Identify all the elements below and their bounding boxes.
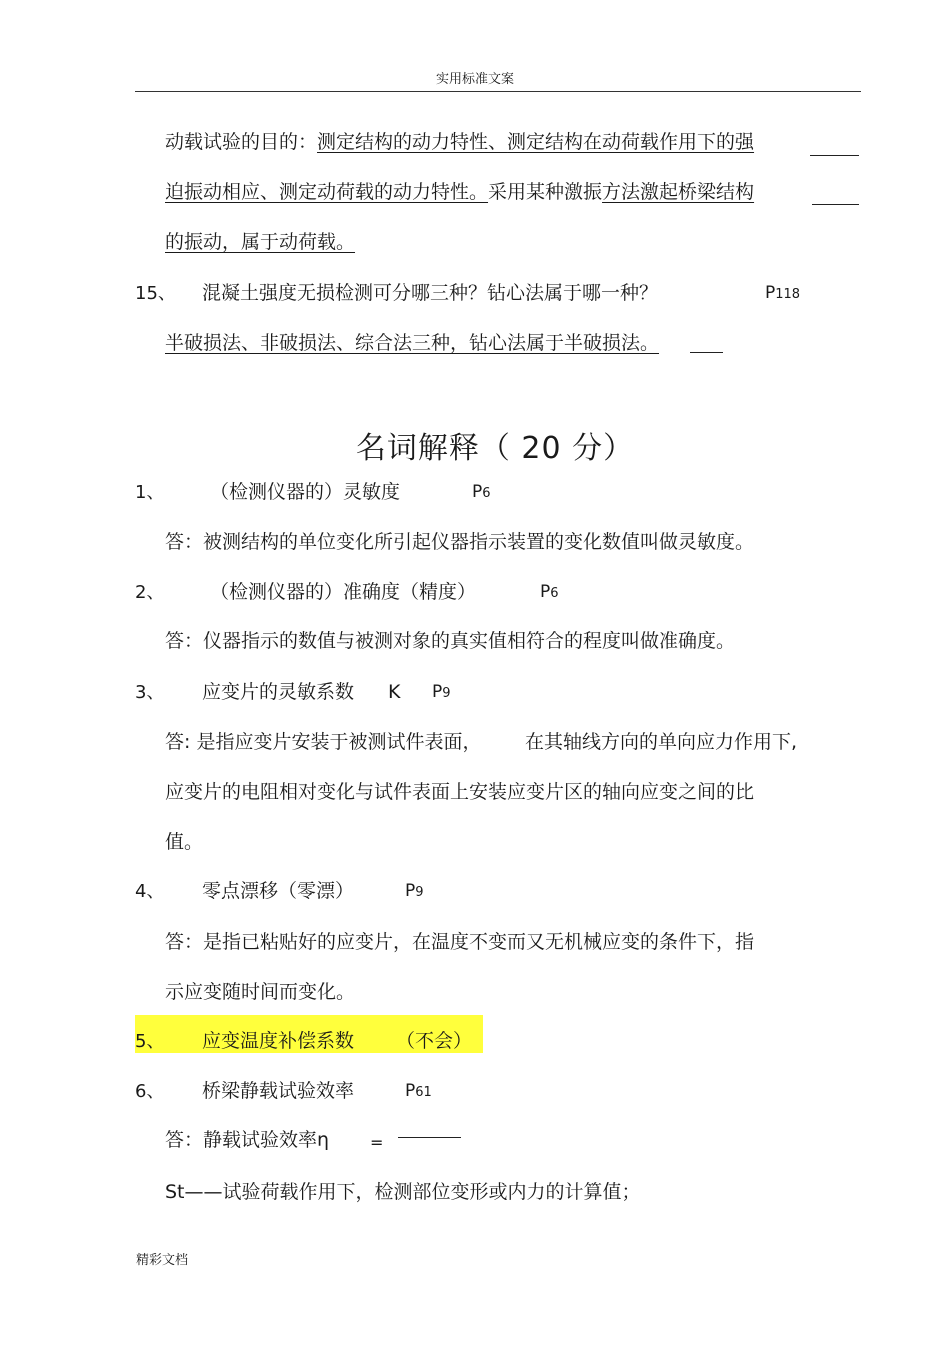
intro-line-1: [165, 130, 754, 154]
blank-line: [690, 352, 723, 353]
answer-text: 答: 是指应变片安装于被测试件表面，: [165, 731, 482, 753]
answer-text: 答：仪器指示的数值与被测对象的真实值相符合的程度叫做准确度。: [165, 630, 736, 652]
intro-underlined: 测定动荷载的动力特性。: [279, 181, 489, 203]
answer-text: 半破损法、非破损法、综合法三种，钻心法属于半破损法。: [165, 332, 660, 354]
intro-line-3: 的振动，属于动荷载。: [165, 231, 356, 253]
question-number: 15、: [135, 283, 176, 304]
answer-text: 示应变随时间而变化。: [165, 981, 356, 1003]
intro-underlined: 方法激起桥梁结构: [602, 181, 755, 203]
item-term: 零点漂移（零漂）: [202, 880, 355, 902]
intro-underlined: 测定结构的动力特性、: [317, 131, 508, 153]
answer-text: 在其轴线方向的单向应力作用下,: [525, 731, 798, 753]
fraction-line: [398, 1137, 461, 1138]
page-header: 实用标准文案: [435, 72, 514, 87]
intro-text: 动载试验的目的：: [165, 131, 318, 153]
answer-text: St——试验荷载作用下，检测部位变形或内力的计算值；: [165, 1181, 641, 1203]
page-ref: P6: [472, 482, 491, 502]
page-ref: P9: [432, 682, 451, 702]
answer-text: 答：被测结构的单位变化所引起仪器指示装置的变化数值叫做灵敏度。: [165, 531, 755, 553]
answer-text: 值。: [165, 831, 204, 853]
intro-line-2: [165, 180, 754, 204]
page-ref: P118: [765, 283, 801, 303]
item-note: （不会）: [396, 1030, 473, 1052]
item-symbol: K: [388, 681, 401, 703]
item-number: 4、: [135, 881, 165, 902]
item-number: 1、: [135, 482, 165, 503]
answer-text: 应变片的电阻相对变化与试件表面上安装应变片区的轴向应变之间的比: [165, 781, 755, 803]
equals-sign: =: [370, 1133, 384, 1152]
item-term: 桥梁静载试验效率: [202, 1080, 355, 1102]
intro-underlined: 测定结构在动荷载作用下的强: [507, 131, 755, 153]
item-term: 应变温度补偿系数: [202, 1030, 355, 1052]
header-rule: [135, 91, 861, 92]
answer-text: 答：静载试验效率η: [165, 1129, 330, 1151]
blank-line: [812, 204, 859, 205]
page-footer: 精彩文档: [136, 1253, 189, 1268]
section-title: 名词解释（ 20 分）: [355, 431, 635, 466]
page-ref: P61: [405, 1081, 432, 1101]
blank-line: [810, 155, 859, 156]
item-term: 应变片的灵敏系数: [202, 681, 355, 703]
intro-underlined: 迫振动相应、: [165, 181, 280, 203]
page-ref: P6: [540, 582, 559, 602]
item-number: 3、: [135, 682, 165, 703]
intro-text: 采用某种激振: [488, 181, 603, 203]
item-term: （检测仪器的）准确度（精度）: [210, 581, 477, 603]
item-number: 2、: [135, 582, 165, 603]
item-number: 5、: [135, 1031, 165, 1052]
item-number: 6、: [135, 1081, 165, 1102]
item-term: （检测仪器的）灵敏度: [210, 481, 401, 503]
question-text: 混凝土强度无损检测可分哪三种？钻心法属于哪一种？: [202, 282, 659, 304]
answer-text: 答：是指已粘贴好的应变片，在温度不变而又无机械应变的条件下，指: [165, 931, 755, 953]
page-ref: P9: [405, 881, 424, 901]
